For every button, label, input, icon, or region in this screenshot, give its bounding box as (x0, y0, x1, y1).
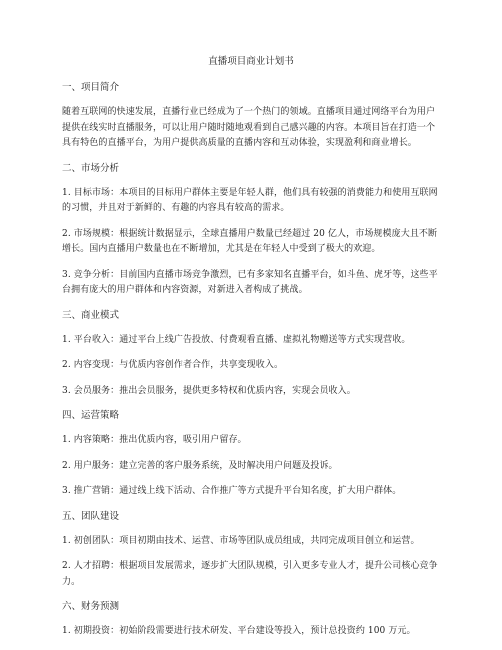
paragraph: 1. 平台收入：通过平台上线广告投放、付费观看直播、虚拟礼物赠送等方式实现营收。 (62, 334, 411, 345)
section-heading: 五、团队建设 (62, 510, 120, 522)
paragraph: 1. 初创团队：项目初期由技术、运营、市场等团队成员组成，共同完成项目创立和运营。 (62, 535, 420, 546)
paragraph: 1. 内容策略：推出优质内容，吸引用户留存。 (62, 435, 247, 445)
section-financial-forecast (62, 600, 440, 640)
section-business-model (62, 309, 440, 400)
section-operation-strategy (62, 409, 440, 500)
section-heading: 六、财务预测 (62, 601, 120, 612)
paragraph: 2. 用户服务：建立完善的客户服务系统，及时解决用户问题及投诉。 (62, 460, 338, 471)
paragraph: 1. 初期投资：初始阶段需要进行技术研发、平台建设等投入，预计总投资约 100 万元。 (62, 626, 416, 636)
document-page (62, 55, 440, 650)
paragraph: 3. 推广营销：通过线上线下活动、合作推广等方式提升平台知名度，扩大用户群体。 (62, 486, 402, 496)
section-heading: 一、项目简介 (62, 82, 120, 93)
paragraph: 2. 内容变现：与优质内容创作者合作，共享变现收入。 (62, 360, 284, 370)
section-heading: 三、商业模式 (62, 309, 120, 321)
section-team-building (62, 510, 440, 591)
paragraph: 1. 目标市场：本项目的目标用户群体主要是年轻人群，他们具有较强的消费能力和使用互联网的习惯，并且对于新鲜的、有趣的内容具有较高的需求。 (62, 187, 438, 213)
paragraph: 3. 竞争分析：目前国内直播市场竞争激烈，已有多家知名直播平台，如斗鱼、虎牙等，这些平台拥有庞大的用户群体和内容资源，对新进入者构成了挑战。 (62, 269, 438, 295)
section-heading: 四、运营策略 (62, 410, 120, 421)
section-heading: 二、市场分析 (62, 162, 120, 174)
section-project-intro (62, 81, 440, 152)
paragraph: 3. 会员服务：推出会员服务，提供更多特权和优质内容，实现会员收入。 (62, 385, 356, 396)
document-title: 直播项目商业计划书 (208, 56, 294, 67)
paragraph: 2. 市场规模：根据统计数据显示，全球直播用户数量已经超过 20 亿人，市场规模庞大且不断增长。国内直播用户数量也在不断增加，尤其是在年轻人中受到了极大的欢迎。 (62, 228, 438, 254)
section-market-analysis (62, 162, 440, 299)
paragraph: 随着互联网的快速发展，直播行业已经成为了一个热门的领域。直播项目通过网络平台为用户提供在线实时直播服务，可以让用户随时随地观看到自己感兴趣的内容。本项目旨在打造一个具有特色的直播平台，为用户提供高质量的直播内容和互动体验，实现盈利和商业增长。 (62, 107, 436, 148)
paragraph: 2. 人才招聘：根据项目发展需求，逐步扩大团队规模，引入更多专业人才，提升公司核心竞争力。 (62, 561, 438, 587)
